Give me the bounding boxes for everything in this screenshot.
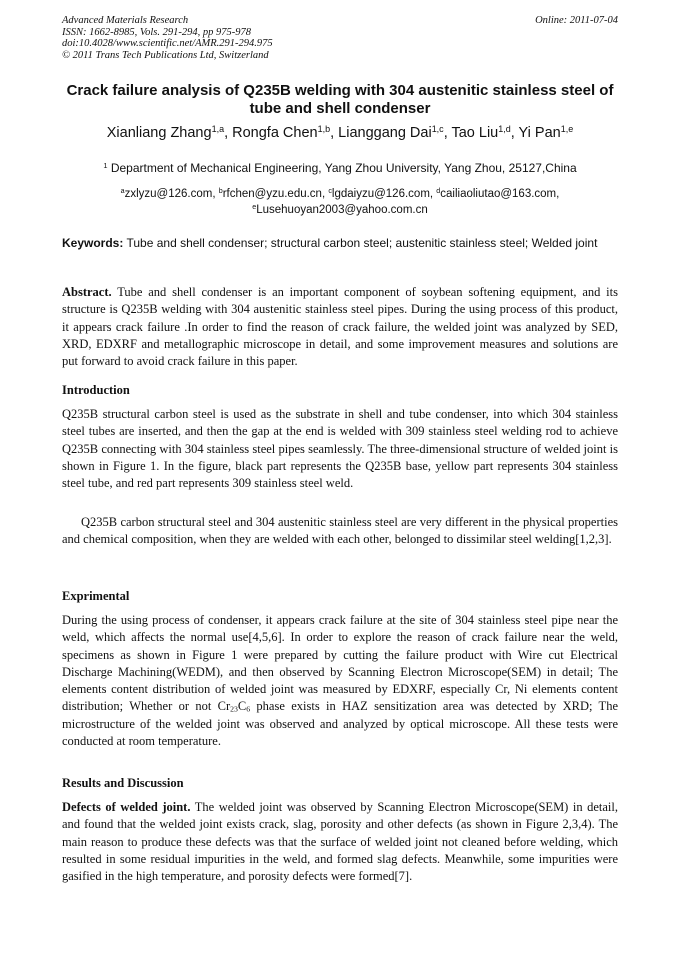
abstract (62, 284, 618, 370)
section-heading-experimental: Exprimental (62, 589, 130, 603)
abstract-label: Abstract. (62, 285, 112, 299)
author: Rongfa Chen$^{1,b}$, (232, 124, 339, 141)
doi-line[interactable]: doi:10.4028/www.scientific.net/AMR.291-294.975 (62, 38, 273, 49)
section-heading-results: Results and Discussion (62, 776, 184, 790)
online-date: Online: 2011-07-04 (535, 15, 618, 26)
keywords-label: Keywords: (62, 236, 124, 250)
running-header (62, 15, 618, 61)
affiliation: $^1$ Department of Mechanical Engineering, Yang Zhou University, Yang Zhou, 25127,China (103, 160, 577, 175)
introduction-paragraph-1: Q235B structural carbon steel is used as the substrate in shell and tube condenser, into which 304 stainless steel tubes are inserted, and then the gap at the end is welded with 309 stainless steel welding rod to achieve Q235B connecting with 304 stainless steel pipes seamlessly. The three-dimensional structure of welded joint is shown in Figure 1. In the figure, black part represents the Q235B base, yellow part represents 304 stainless steel tube, and red part represents 309 stainless steel weld. (62, 407, 618, 491)
email-address[interactable]: cailiaoliutao@163.com, (440, 188, 560, 200)
introduction-paragraph-2: Q235B carbon structural steel and 304 austenitic stainless steel are very different in the physical properties and chemical composition, when they are welded with each other, belonged to dissimilar steel welding[1,2,3]. (62, 515, 618, 547)
author: Tao Liu$^{1,d}$, (451, 124, 519, 141)
journal-name: Advanced Materials Research (62, 15, 189, 26)
author: Lianggang Dai$^{1,c}$, (338, 124, 452, 141)
email-address[interactable]: lgdaiyzu@126.com, (331, 188, 437, 200)
email-line: $^e$Lusehuoyan2003@yahoo.com.cn (252, 203, 428, 216)
email-line: $^a$zxlyzu@126.com, $^b$rfchen@yzu.edu.cn, $^c$lgdaiyzu@126.com, $^d$cailiaoliutao@163.com, (120, 187, 560, 200)
author: Yi Pan$^{1,e}$ (518, 124, 574, 141)
keywords (62, 235, 618, 251)
email-address[interactable]: zxlyzu@126.com, (124, 188, 219, 200)
abstract-text: Tube and shell condenser is an important component of soybean softening equipment, and its structure is Q235B welding with 304 austenitic stainless steel pipes. During the using process of this product, it appears crack failure .In order to find the reason of crack failure, the welded joint was analyzed by SED, XRD, EDXRF and metallographic microscope in detail, and some improvement measures and solutions are put forward to avoid crack failure in this paper. (62, 285, 618, 369)
paper-title: Crack failure analysis of Q235B welding with 304 austenitic stainless steel of tube and shell condenser (66, 82, 614, 117)
experimental-paragraph: During the using process of condenser, it appears crack failure at the site of 304 stainless steel pipe near the weld, which affects the normal use[4,5,6]. In order to explore the reason of crack failure near the weld, specimens as shown in Figure 1 were prepared by cutting the failure product with Wire cut Electrical Discharge Machining(WEDM), and then observed by Scanning Electron Microscope(SEM) in detail; The elements content distribution of welded joint was measured by EDXRF, especially Cr, Ni elements content distribution; Whether or not $Cr_{23}C_6$ phase exists in HAZ sensitization area was detected by XRD; The microstructure of the welded joint was observed and analyzed by optical microscope. All these tests were conducted at room temperature. (62, 613, 618, 749)
email-address[interactable]: Lusehuoyan2003@yahoo.com.cn (256, 204, 428, 216)
keywords-text: Tube and shell condenser; structural carbon steel; austenitic stainless steel; Welded joint (123, 236, 598, 250)
email-address[interactable]: rfchen@yzu.edu.cn, (222, 188, 329, 200)
issn-line: ISSN: 1662-8985, Vols. 291-294, pp 975-978 (62, 26, 251, 38)
section-heading-introduction: Introduction (62, 383, 130, 397)
author: Xianliang Zhang$^{1,a}$, (106, 124, 233, 141)
copyright-line: © 2011 Trans Tech Publications Ltd, Switzerland (62, 49, 269, 61)
email-list (50, 186, 630, 218)
author-list (40, 124, 640, 142)
results-paragraph: Defects of welded joint. The welded joint was observed by Scanning Electron Microscope(SEM) in detail, and found that the welded joint exists crack, slag, porosity and other defects (as shown in Figure 2,3,4). The main reason to produce these defects was that the surface of welded joint not cleaned before welding, which resulted in some residual impurities in the weld, and formed slag defects. Meanwhile, some impurities were gasified in the high temperature, and porosity defects were formed[7]. (62, 800, 618, 884)
subsection-runin-defects: Defects of welded joint. (62, 800, 191, 814)
